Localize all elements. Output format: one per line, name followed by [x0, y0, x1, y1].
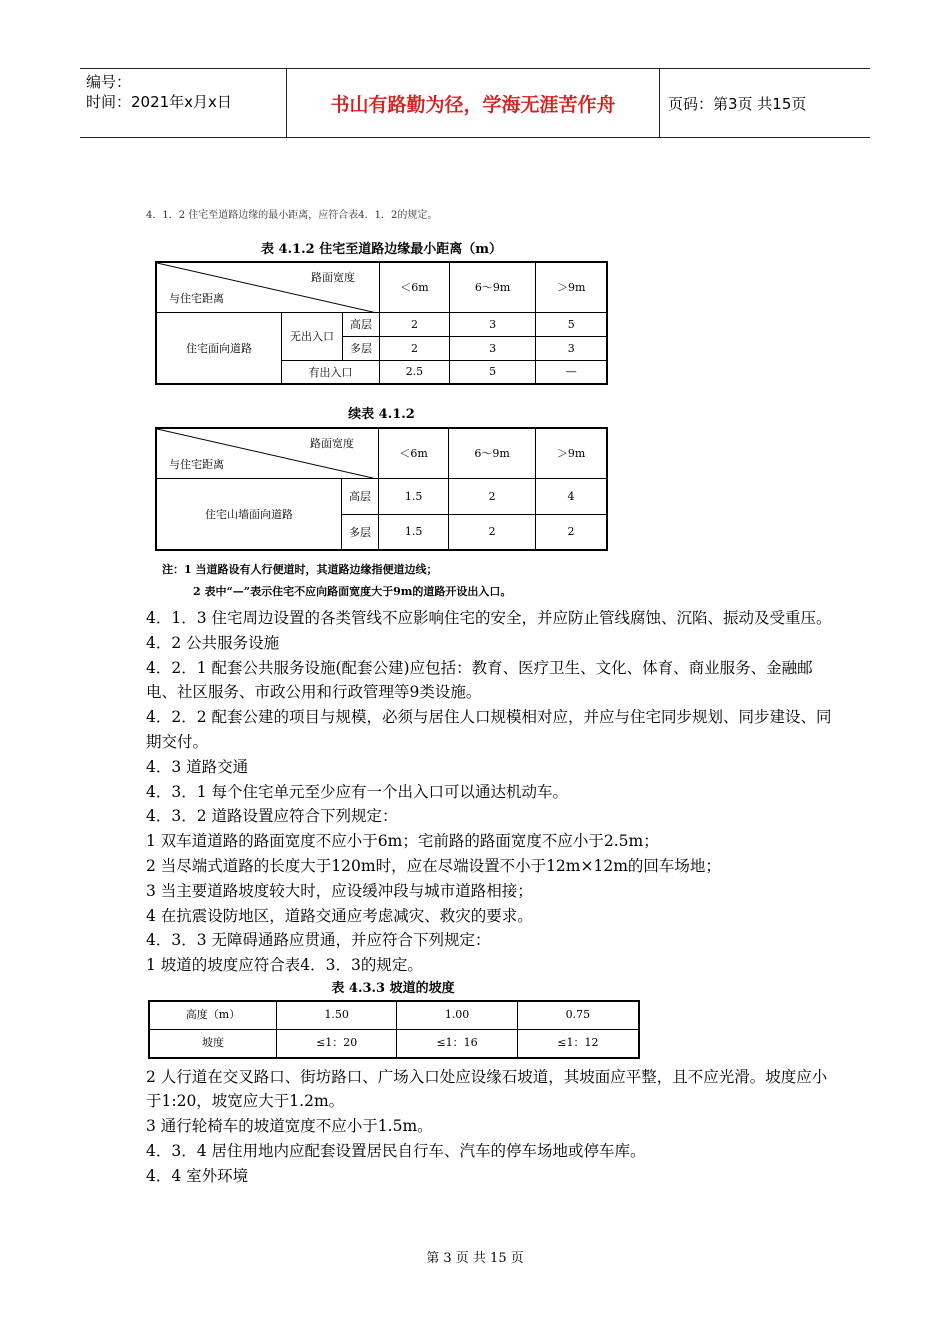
paragraph: 4．2．2 配套公建的项目与规模，必须与居住人口规模相对应，并应与住宅同步规划、同步建设、同期交付。 — [146, 708, 832, 751]
page-header — [80, 68, 870, 138]
table3-cell: ≤1：16 — [397, 1029, 517, 1057]
paragraph: 4 在抗震设防地区，道路交通应考虑减灾、救灾的要求。 — [146, 906, 533, 925]
table2-cell: 1.5 — [379, 514, 449, 550]
paragraph: 1 坡道的坡度应符合表4．3．3的规定。 — [146, 956, 423, 975]
header-motto: 书山有路勤为径，学海无涯苦作舟 — [286, 69, 660, 137]
table1-col-header: ＞9m — [536, 262, 607, 312]
table2-diag-top: 路面宽度 — [310, 437, 354, 450]
table2-col-header: 6～9m — [449, 428, 536, 478]
table3-cell: 0.75 — [517, 1001, 639, 1029]
table1-cell: 3 — [449, 312, 536, 336]
table1-cell: 2 — [380, 336, 450, 360]
paragraph: 4．2．1 配套公共服务设施(配套公建)应包括：教育、医疗卫生、文化、体育、商业服务、金融邮电、社区服务、市政公用和行政管理等9类设施。 — [146, 658, 813, 702]
table2-caption: 续表 4.1.2 — [348, 407, 415, 422]
table1-col-header: 6～9m — [449, 262, 536, 312]
table1-cell: 3 — [536, 336, 607, 360]
table-note: 注：1 当道路设有人行便道时，其道路边缘指便道边线； — [162, 563, 438, 576]
table1 — [155, 261, 608, 385]
table3-caption: 表 4.3.3 坡道的坡度 — [331, 980, 455, 996]
header-page-code: 页码：第3页 共15页 — [668, 94, 807, 113]
table1-col-header: ＜6m — [380, 262, 450, 312]
table1-diag-top: 路面宽度 — [311, 271, 355, 284]
paragraph: 3 当主要道路坡度较大时，应设缓冲段与城市道路相接； — [146, 881, 533, 900]
paragraph: 4．1．3 住宅周边设置的各类管线不应影响住宅的安全，并应防止管线腐蚀、沉陷、振动及受重压。 — [146, 609, 832, 627]
table1-diag-bottom: 与住宅距离 — [169, 291, 224, 305]
table2-col-header: ＞9m — [536, 428, 607, 478]
doc-number: 编号： — [86, 73, 132, 91]
table2-row-label: 高层 — [342, 478, 379, 514]
table3-cell: 1.00 — [397, 1001, 517, 1029]
paragraph: 1 双车道道路的路面宽度不应小于6m；宅前路的路面宽度不应小于2.5m； — [146, 832, 659, 851]
table2-row-group: 住宅山墙面向道路 — [156, 478, 342, 550]
intro-text: 4．1．2 住宅至道路边缘的最小距离，应符合表4．1．2的规定。 — [146, 210, 438, 221]
table3-cell: ≤1：20 — [277, 1029, 397, 1057]
paragraph: 4．3 道路交通 — [146, 757, 249, 776]
table3 — [148, 1000, 640, 1059]
paragraph: 2 当尽端式道路的长度大于120m时，应在尽端设置不小于12m×12m的回车场地； — [146, 856, 721, 875]
paragraph: 4．3．2 道路设置应符合下列规定： — [146, 807, 398, 826]
table2-cell: 2 — [449, 514, 536, 550]
table1-cell: 2 — [380, 312, 450, 336]
doc-time: 时间：2021年x月x日 — [86, 93, 232, 111]
table2-cell: 2 — [536, 514, 607, 550]
paragraph: 4．3．4 居住用地内应配套设置居民自行车、汽车的停车场地或停车库。 — [146, 1141, 646, 1160]
table1-diag-header — [156, 262, 380, 312]
table1-row-label: 高层 — [343, 312, 380, 336]
table2-cell: 1.5 — [379, 478, 449, 514]
table2 — [155, 427, 608, 551]
table2-col-header: ＜6m — [379, 428, 449, 478]
paragraph: 3 通行轮椅车的坡道宽度不应小于1.5m。 — [146, 1117, 433, 1136]
paragraph: 4．3．3 无障碍通路应贯通，并应符合下列规定： — [146, 931, 491, 950]
table1-row-group: 住宅面向道路 — [156, 312, 282, 384]
table3-cell: 1.50 — [277, 1001, 397, 1029]
table-note: 2 表中“—”表示住宅不应向路面宽度大于9m的道路开设出入口。 — [193, 585, 512, 598]
body-text — [146, 606, 836, 1189]
table3-row-label: 坡度 — [149, 1029, 277, 1057]
page-footer: 第 3 页 共 15 页 — [426, 1251, 524, 1266]
table1-cell: — — [536, 360, 607, 384]
paragraph: 4．4 室外环境 — [146, 1166, 249, 1185]
table1-cell: 2.5 — [380, 360, 450, 384]
table2-row-label: 多层 — [342, 514, 379, 550]
table1-row-label: 有出入口 — [282, 360, 380, 384]
table2-cell: 4 — [536, 478, 607, 514]
table3-row-label: 高度（m） — [149, 1001, 277, 1029]
table1-caption: 表 4.1.2 住宅至道路边缘最小距离（m） — [261, 242, 502, 257]
table2-diag-header — [156, 428, 379, 478]
header-meta — [80, 69, 286, 137]
table2-diag-bottom: 与住宅距离 — [169, 457, 224, 471]
paragraph: 4．2 公共服务设施 — [146, 633, 280, 652]
table2-cell: 2 — [449, 478, 536, 514]
paragraph: 2 人行道在交叉路口、街坊路口、广场入口处应设缘石坡道，其坡面应平整，且不应光滑。坡度应小于1:20，坡宽应大于1.2m。 — [146, 1067, 828, 1111]
table3-cell: ≤1：12 — [517, 1029, 639, 1057]
table1-cell: 3 — [449, 336, 536, 360]
table1-sub-group: 无出入口 — [282, 312, 343, 360]
table1-row-label: 多层 — [343, 336, 380, 360]
table1-cell: 5 — [536, 312, 607, 336]
paragraph: 4．3．1 每个住宅单元至少应有一个出入口可以通达机动车。 — [146, 782, 569, 801]
table1-cell: 5 — [449, 360, 536, 384]
